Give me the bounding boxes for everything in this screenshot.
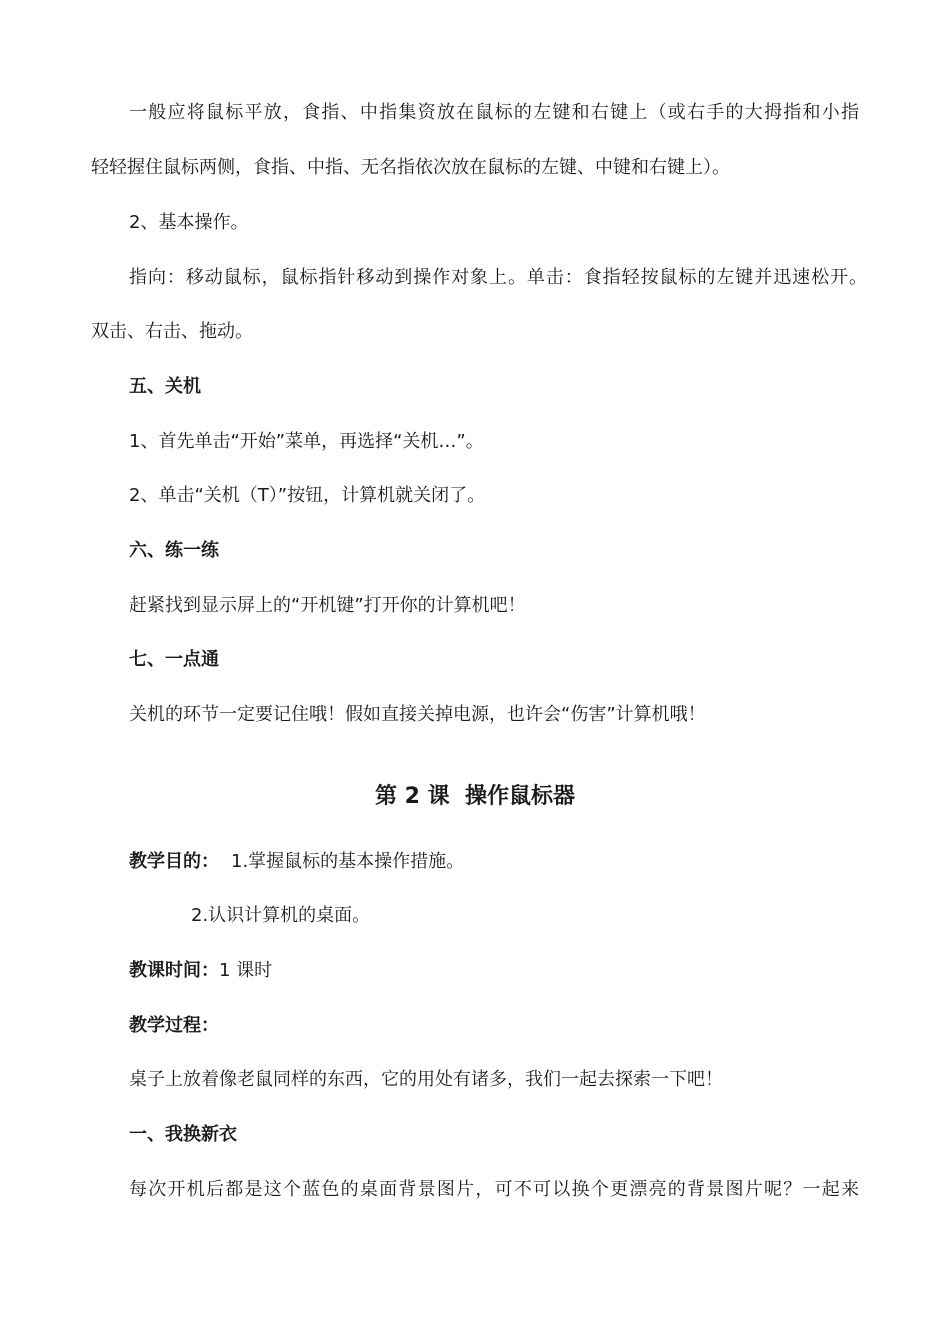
teaching-process-label: 教学过程： — [129, 1015, 219, 1036]
teaching-goal-1: 1.掌握鼠标的基本操作措施。 — [231, 851, 465, 872]
basic-operations-line-1: 指向：移动鼠标，鼠标指针移动到操作对象上。单击：食指轻按鼠标的左键并迅速松开。 — [129, 267, 867, 288]
mouse-grip-paragraph-line-2: 轻轻握住鼠标两侧，食指、中指、无名指依次放在鼠标的左键、中键和右键上）。 — [91, 157, 730, 178]
basic-operations-heading: 2、基本操作。 — [129, 212, 249, 233]
lesson-title: 第 2 课 操作鼠标器 — [375, 784, 575, 809]
shutdown-step-2: 2、单击“关机（T）”按钮，计算机就关闭了。 — [129, 485, 486, 506]
teaching-goal-2: 2.认识计算机的桌面。 — [191, 905, 371, 926]
practice-heading: 六、练一练 — [129, 540, 219, 561]
section-1-text: 每次开机后都是这个蓝色的桌面背景图片，可不可以换个更漂亮的背景图片呢？一起来 — [129, 1179, 859, 1200]
tip-heading: 七、一点通 — [129, 649, 219, 670]
teaching-time-row — [129, 959, 272, 983]
teaching-goal-row — [129, 850, 464, 874]
teaching-time-value: 1 课时 — [219, 960, 273, 981]
tip-text: 关机的环节一定要记住哦！假如直接关掉电源，也许会“伤害”计算机哦！ — [129, 704, 706, 725]
shutdown-step-1: 1、首先单击“开始”菜单，再选择“关机…”。 — [129, 431, 484, 452]
practice-text: 赶紧找到显示屏上的“开机键”打开你的计算机吧！ — [129, 595, 526, 616]
lesson-intro: 桌子上放着像老鼠同样的东西，它的用处有诸多，我们一起去探索一下吧！ — [129, 1069, 723, 1090]
section-1-heading: 一、我换新衣 — [129, 1124, 237, 1145]
teaching-goal-label: 教学目的： — [129, 851, 219, 872]
teaching-time-label: 教课时间： — [129, 960, 219, 981]
basic-operations-line-2: 双击、右击、拖动。 — [91, 321, 253, 342]
mouse-grip-paragraph-line-1: 一般应将鼠标平放，食指、中指集资放在鼠标的左键和右键上（或右手的大拇指和小指 — [129, 102, 859, 123]
shutdown-heading: 五、关机 — [129, 376, 201, 397]
